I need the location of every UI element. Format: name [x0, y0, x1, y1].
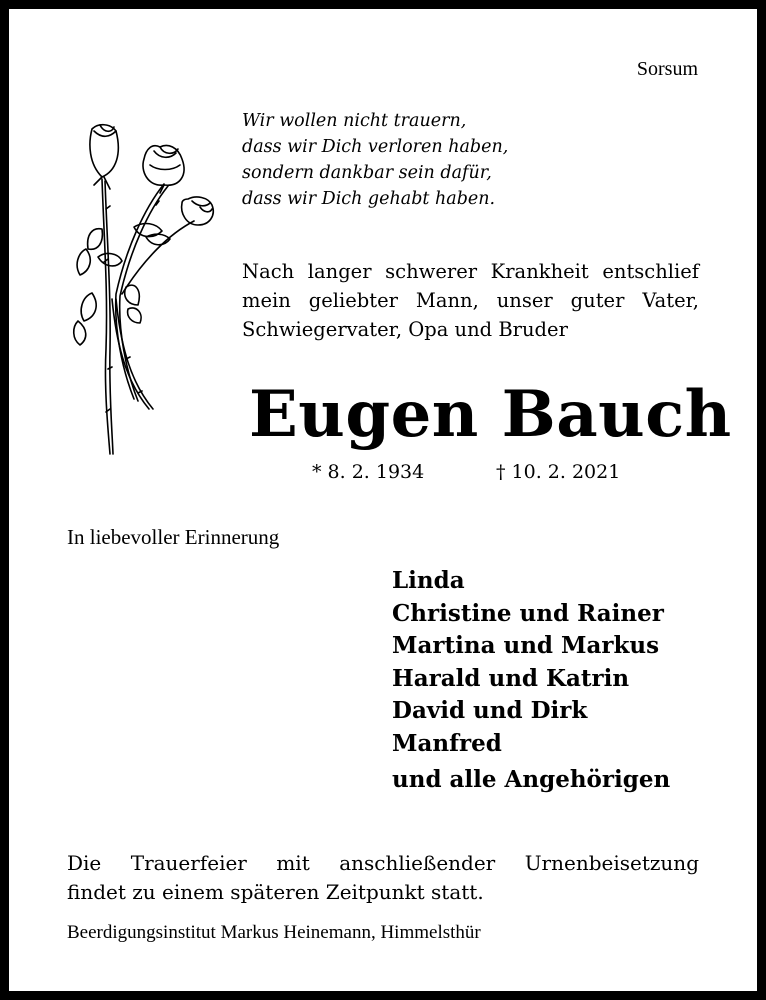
memory-line: In liebevoller Erinnerung	[67, 525, 280, 549]
deceased-name: Eugen Bauch	[249, 377, 732, 452]
mourner-entry: Harald und Katrin	[392, 664, 630, 692]
location-label: Sorsum	[636, 58, 698, 80]
poem-line: dass wir Dich gehabt haben.	[242, 189, 496, 209]
service-note	[67, 849, 699, 907]
mourner-entry: und alle Angehörigen	[392, 766, 671, 793]
undertaker-credit: Beerdigungsinstitut Markus Heinemann, Himmelsthür	[67, 922, 481, 943]
announcement-text	[242, 257, 699, 344]
mourner-entry: Martina und Markus	[392, 632, 660, 659]
announcement-line: Nach langer schwerer Krankheit entschlief	[242, 260, 699, 283]
announcement-line: Schwiegervater, Opa und Bruder	[242, 318, 568, 341]
mourners-list	[392, 565, 670, 797]
poem-verse	[242, 108, 508, 212]
service-note-line: findet zu einem späteren Zeitpunkt statt.	[67, 880, 484, 904]
birth-date: * 8. 2. 1934	[312, 461, 425, 483]
obituary-notice	[9, 9, 757, 991]
mourner-entry: Manfred	[392, 729, 502, 757]
poem-line: dass wir Dich verloren haben,	[242, 137, 509, 157]
mourner-entry: David und Dirk	[392, 697, 588, 724]
mourner-entry: Linda	[392, 567, 465, 594]
poem-line: sondern dankbar sein dafür,	[242, 163, 492, 183]
death-date: † 10. 2. 2021	[496, 461, 621, 483]
service-note-line: Die Trauerfeier mit anschließender Urnenbeisetzung	[67, 851, 699, 875]
announcement-line: mein geliebter Mann, unser guter Vater,	[242, 289, 699, 312]
mourner-entry: Christine und Rainer	[392, 599, 664, 627]
roses-illustration-icon	[64, 109, 224, 459]
poem-line: Wir wollen nicht trauern,	[242, 111, 467, 131]
